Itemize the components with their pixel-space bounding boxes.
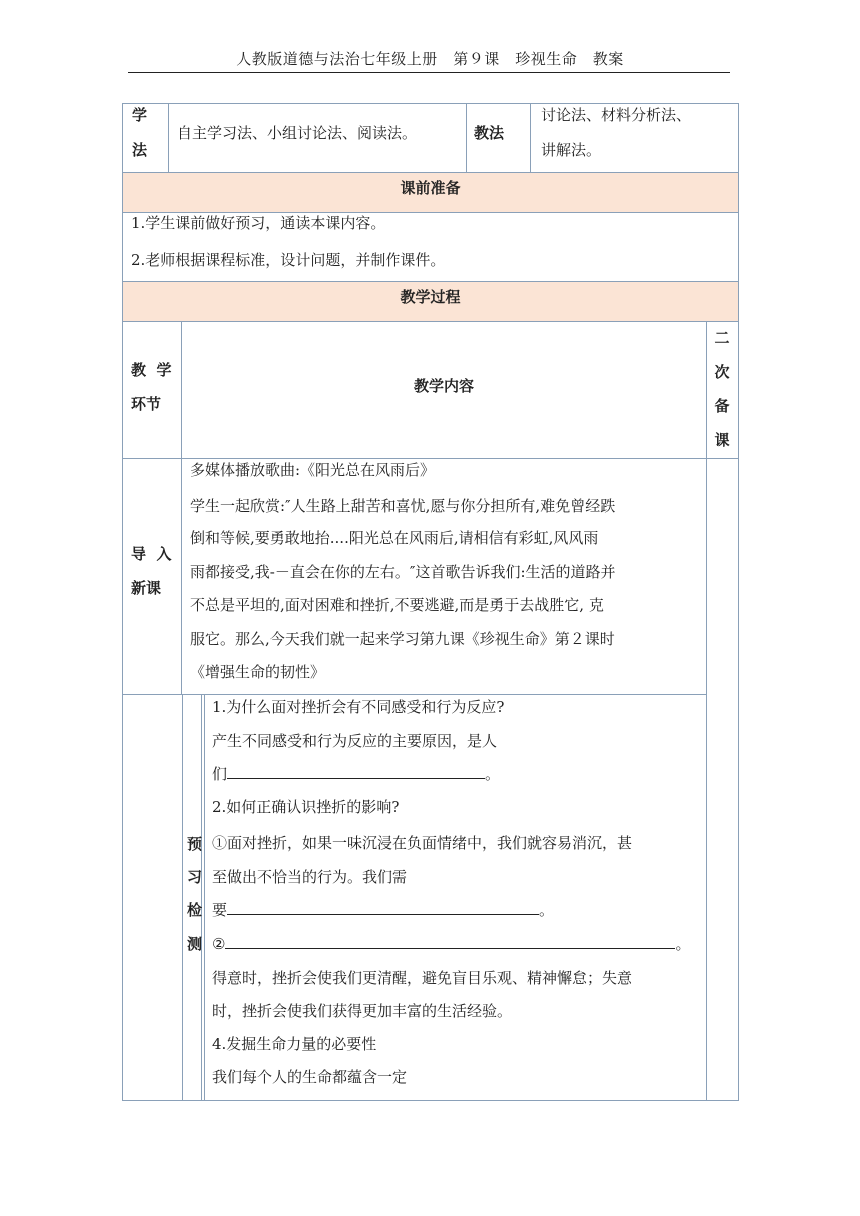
- header-rule: [128, 72, 730, 73]
- preview-q2-line-4: [212, 928, 690, 960]
- jiaofa-label: 教法: [474, 124, 505, 142]
- preview-q2-line-6: 时，挫折会使我们获得更加丰富的生活经验。: [212, 1002, 513, 1020]
- preview-q1-line-a: 产生不同感受和行为反应的主要原因，是人: [212, 732, 498, 750]
- preview-q2-3-suffix: 。: [539, 901, 555, 919]
- preview-q4-line-a: 我们每个人的生命都蕴含一定: [212, 1068, 408, 1086]
- preview-label-char-3: 检: [187, 901, 203, 919]
- column-revision-char-1: 二: [714, 329, 730, 347]
- preview-label-char-2: 习: [187, 868, 203, 886]
- preview-q2-4-prefix: ②: [212, 935, 226, 953]
- answer-blank: [227, 896, 539, 915]
- prep-title: 课前准备: [400, 179, 461, 197]
- preview-label-char-4: 测: [187, 935, 203, 953]
- intro-label-1: 导 入: [131, 545, 172, 563]
- divider: [204, 694, 205, 1101]
- xuefa-label-1: 学: [132, 106, 148, 124]
- column-revision-char-2: 次: [714, 363, 730, 381]
- preview-q1-line-b: [212, 758, 500, 790]
- preview-q2-line-3: [212, 894, 554, 926]
- divider: [466, 103, 467, 172]
- preview-q1: 1.为什么面对挫折会有不同感受和行为反应?: [212, 698, 505, 716]
- intro-line-6: 服它。那么,今天我们就一起来学习第九课《珍视生命》第２课时: [190, 630, 615, 648]
- jiaofa-value-2: 讲解法。: [541, 141, 602, 159]
- intro-line-5: 不总是平坦的,面对困难和挫折,不要逃避,而是勇于去战胜它, 克: [190, 596, 604, 614]
- divider: [181, 458, 182, 694]
- divider: [168, 103, 169, 172]
- intro-line-3: 倒和等候,要勇敢地抬....阳光总在风雨后,请相信有彩虹,风风雨: [190, 529, 599, 547]
- process-title: 教学过程: [400, 288, 461, 306]
- preview-q2-line-5: 得意时，挫折会使我们更清醒，避免盲目乐观、精神懈怠；失意: [212, 969, 633, 987]
- intro-label-2: 新课: [131, 579, 162, 597]
- column-stage-label-2: 环节: [131, 395, 162, 413]
- divider: [182, 694, 183, 1101]
- divider: [706, 321, 707, 1101]
- document-header: 人教版道德与法治七年级上册 第９课 珍视生命 教案: [236, 50, 624, 68]
- divider: [122, 321, 739, 322]
- preview-q2-4-suffix: 。: [675, 935, 691, 953]
- column-revision-char-3: 备: [714, 397, 730, 415]
- prep-item-1: 1.学生课前做好预习，通读本课内容。: [131, 214, 386, 232]
- xuefa-label-2: 法: [132, 141, 148, 159]
- preview-q2-3-prefix: 要: [212, 901, 228, 919]
- jiaofa-value-1: 讨论法、材料分析法、: [541, 106, 692, 124]
- intro-line-2: 学生一起欣赏:″人生路上甜苦和喜忧,愿与你分担所有,难免曾经跌: [190, 497, 616, 515]
- xuefa-value: 自主学习法、小组讨论法、阅读法。: [177, 124, 418, 142]
- preview-q2: 2.如何正确认识挫折的影响?: [212, 798, 400, 816]
- intro-line-4: 雨都接受,我-－直会在你的左右。″这首歌告诉我们:生活的道路并: [190, 563, 616, 581]
- preview-q1-prefix: 们: [212, 765, 228, 783]
- column-revision-char-4: 课: [714, 431, 730, 449]
- answer-blank: [227, 760, 485, 779]
- prep-item-2: 2.老师根据课程标准，设计问题，并制作课件。: [131, 251, 446, 269]
- column-content-label: 教学内容: [413, 377, 474, 395]
- intro-line-7: 《增强生命的韧性》: [190, 663, 326, 681]
- column-stage-label-1: 教 学: [131, 361, 172, 379]
- preview-q1-suffix: 。: [485, 765, 501, 783]
- preview-q2-line-1: ①面对挫折，如果一味沉浸在负面情绪中，我们就容易消沉，甚: [212, 834, 633, 852]
- preview-q2-line-2: 至做出不恰当的行为。我们需: [212, 868, 408, 886]
- preview-label-char-1: 预: [187, 835, 203, 853]
- divider: [530, 103, 531, 172]
- preview-q4: 4.发掘生命力量的必要性: [212, 1035, 377, 1053]
- answer-blank: [225, 930, 675, 949]
- intro-line-1: 多媒体播放歌曲:《阳光总在风雨后》: [190, 461, 436, 479]
